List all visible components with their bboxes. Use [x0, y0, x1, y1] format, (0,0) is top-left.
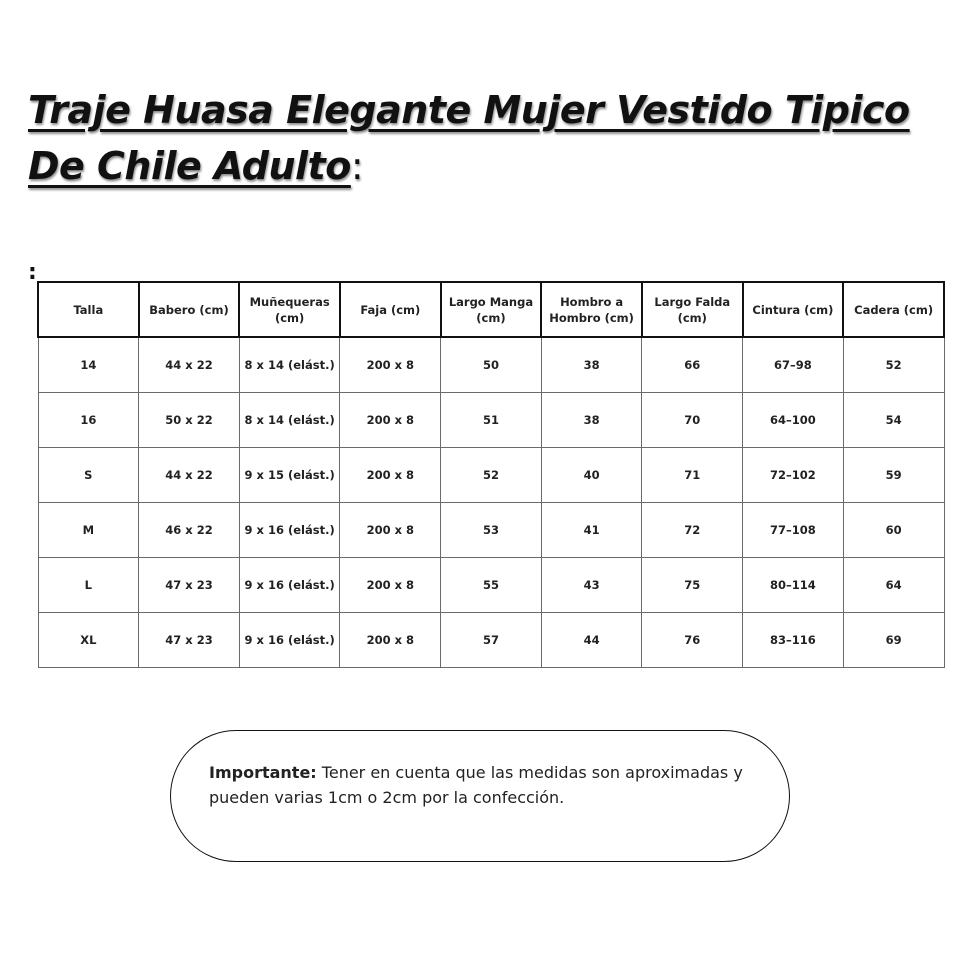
table-cell: 83–116: [743, 613, 844, 668]
table-row: [38, 558, 944, 613]
table-row: [38, 613, 944, 668]
table-cell: 50 x 22: [139, 393, 240, 448]
table-cell: 76: [642, 613, 743, 668]
table-cell: 52: [441, 448, 542, 503]
table-cell: 200 x 8: [340, 503, 441, 558]
table-cell: 77–108: [743, 503, 844, 558]
col-header-cadera: Cadera (cm): [843, 282, 944, 337]
table-cell: 44 x 22: [139, 337, 240, 393]
table-cell: 46 x 22: [139, 503, 240, 558]
table-cell: 72–102: [743, 448, 844, 503]
col-header-talla: Talla: [38, 282, 139, 337]
page-title-text: Traje Huasa Elegante Mujer Vestido Tipico De Chile Adulto: [28, 88, 910, 188]
table-cell: 9 x 16 (elást.): [239, 558, 340, 613]
col-header-largo-manga: Largo Manga (cm): [441, 282, 542, 337]
table-cell: 38: [541, 337, 642, 393]
size-chart-header: [38, 282, 944, 337]
table-cell: 80–114: [743, 558, 844, 613]
table-row: [38, 337, 944, 393]
table-cell: 75: [642, 558, 743, 613]
table-cell: 59: [843, 448, 944, 503]
table-cell: 64–100: [743, 393, 844, 448]
table-cell: 43: [541, 558, 642, 613]
table-cell: 47 x 23: [139, 613, 240, 668]
header-row: [38, 282, 944, 337]
page-title: [28, 82, 928, 194]
table-cell: L: [38, 558, 139, 613]
table-cell: 57: [441, 613, 542, 668]
table-cell: 55: [441, 558, 542, 613]
table-cell: 9 x 16 (elást.): [239, 613, 340, 668]
table-cell: XL: [38, 613, 139, 668]
table-cell: 69: [843, 613, 944, 668]
table-cell: 67–98: [743, 337, 844, 393]
page-title-colon: :: [350, 144, 364, 188]
size-chart-body: [38, 337, 944, 668]
table-row: [38, 393, 944, 448]
table-cell: 60: [843, 503, 944, 558]
table-cell: 200 x 8: [340, 613, 441, 668]
table-cell: 71: [642, 448, 743, 503]
important-note-text: Tener en cuenta que las medidas son aproximadas y pueden varias 1cm o 2cm por la confección.: [209, 763, 743, 807]
table-cell: 41: [541, 503, 642, 558]
table-cell: 8 x 14 (elást.): [239, 393, 340, 448]
table-cell: 40: [541, 448, 642, 503]
table-cell: 9 x 16 (elást.): [239, 503, 340, 558]
col-header-hombro: Hombro a Hombro (cm): [541, 282, 642, 337]
table-cell: 8 x 14 (elást.): [239, 337, 340, 393]
table-cell: 16: [38, 393, 139, 448]
table-cell: M: [38, 503, 139, 558]
table-cell: 38: [541, 393, 642, 448]
table-cell: 64: [843, 558, 944, 613]
table-cell: 66: [642, 337, 743, 393]
table-cell: 50: [441, 337, 542, 393]
table-cell: 51: [441, 393, 542, 448]
table-cell: 9 x 15 (elást.): [239, 448, 340, 503]
table-row: [38, 503, 944, 558]
table-cell: S: [38, 448, 139, 503]
col-header-munequeras: Muñequeras (cm): [239, 282, 340, 337]
table-cell: 200 x 8: [340, 558, 441, 613]
table-cell: 54: [843, 393, 944, 448]
important-note-label: Importante:: [209, 763, 317, 782]
table-cell: 200 x 8: [340, 448, 441, 503]
col-header-cintura: Cintura (cm): [743, 282, 844, 337]
table-cell: 53: [441, 503, 542, 558]
table-cell: 44: [541, 613, 642, 668]
table-row: [38, 448, 944, 503]
stray-colon-mark: :: [28, 260, 37, 285]
table-cell: 14: [38, 337, 139, 393]
table-cell: 52: [843, 337, 944, 393]
size-chart-table: [37, 281, 945, 668]
table-cell: 47 x 23: [139, 558, 240, 613]
table-cell: 72: [642, 503, 743, 558]
table-cell: 44 x 22: [139, 448, 240, 503]
col-header-faja: Faja (cm): [340, 282, 441, 337]
col-header-largo-falda: Largo Falda (cm): [642, 282, 743, 337]
table-cell: 200 x 8: [340, 393, 441, 448]
important-note: [170, 730, 790, 862]
table-cell: 70: [642, 393, 743, 448]
col-header-babero: Babero (cm): [139, 282, 240, 337]
table-cell: 200 x 8: [340, 337, 441, 393]
